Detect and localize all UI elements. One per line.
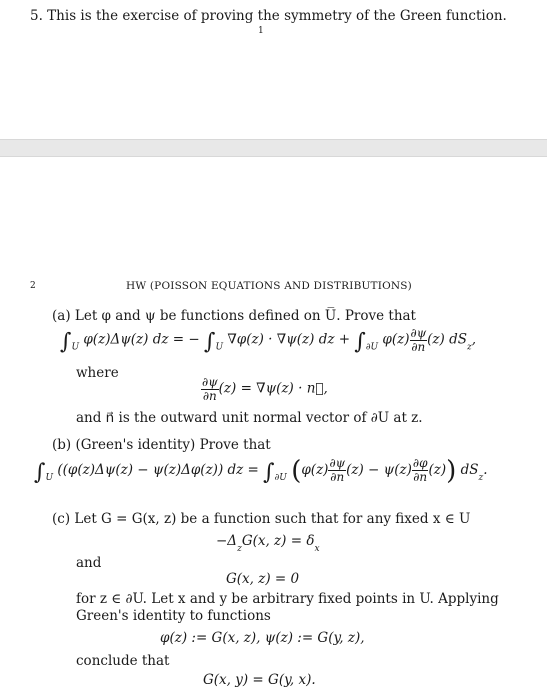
conclude-label: conclude that (76, 653, 170, 669)
part-c-text-line1: for z ∈ ∂U. Let x and y be arbitrary fixed points in U. Applying (76, 591, 499, 607)
equation-c4: G(x, y) = G(y, x). (203, 672, 316, 688)
part-a-intro: (a) Let φ and ψ be functions defined on U̅. Prove that (52, 308, 416, 324)
equation-b1: $\int_U$ ((φ(z)Δψ(z) − ψ(z)Δφ(z)) dz = $\int_{\partial U}$ (φ(z) $\frac{\partial\psi}{\partial n}$ (z) − ψ(z) $\frac{\partial\varphi}{\partial n}$ (z)) $dS_z$. (34, 456, 488, 486)
where-label: where (76, 365, 119, 381)
part-b-intro: (b) (Green's identity) Prove that (52, 437, 271, 453)
page-divider (0, 139, 547, 157)
page-number: 2 (30, 281, 36, 291)
equation-a2: $\frac{\partial\psi}{\partial n}$ (z) = ∇ψ(z) · n⃗, (202, 375, 328, 403)
part-c-text-line2: Green's identity to functions (76, 608, 271, 624)
exercise-title: 5. This is the exercise of proving the symmetry of the Green function. (30, 8, 507, 24)
equation-c1: $-\Delta_zG(x$, $z) = \delta_x$ (216, 533, 320, 554)
part-c-intro: (c) Let G = G(x, z) be a function such that for any fixed x ∈ U (52, 511, 471, 527)
equation-a1: $\int_U$ φ(z)Δψ(z) dz = − $\int_U$ ∇φ(z) · ∇ψ(z) dz + $\int_{\partial U}$ φ(z) $\frac{\partial\psi}{\partial n}$ (z) $dS_z$, (60, 326, 476, 355)
page-number: 1 (258, 26, 264, 36)
running-header: HW (POISSON EQUATIONS AND DISTRIBUTIONS) (126, 280, 412, 292)
equation-c2: G(x, z) = 0 (226, 571, 300, 587)
normal-vector-text: and n⃗ is the outward unit normal vector of ∂U at z. (76, 410, 423, 426)
equation-c3: φ(z) := G(x, z), ψ(z) := G(y, z), (160, 630, 365, 646)
and-label: and (76, 555, 102, 571)
